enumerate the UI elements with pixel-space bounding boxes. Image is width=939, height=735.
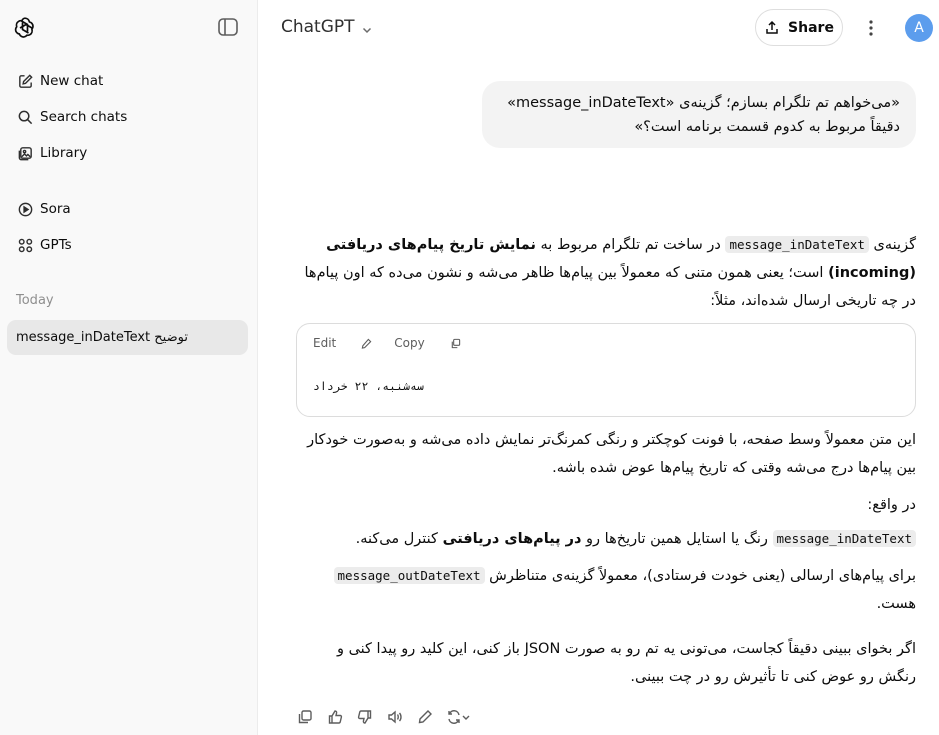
sidebar-item-new-chat[interactable] [8,64,248,98]
new-chat-icon [16,72,34,90]
read-aloud-icon[interactable] [386,708,404,726]
share-label: Share [788,19,834,36]
sidebar-toggle-icon[interactable] [217,17,239,37]
sidebar-item-label: New chat [40,73,104,89]
openai-logo-icon[interactable] [13,15,37,39]
answer-text: رنگ یا استایل همین تاریخ‌ها رو [581,531,773,547]
answer-text: کنترل می‌کنه. [355,531,443,547]
response-actions [296,708,484,726]
code-block-actions [313,336,483,350]
sidebar-chat-item[interactable] [7,320,248,355]
answer-text: هست. [876,596,916,612]
code-block [296,323,916,417]
gpts-icon [16,236,34,254]
sidebar-item-label: Library [40,145,88,161]
chevron-down-icon [361,21,373,33]
answer-text: برای پیام‌های ارسالی (یعنی خودت فرستادی)، معمولاً گزینه‌ی متناظرش [484,568,916,584]
edit-label: Edit [313,336,337,350]
sidebar-item-search-chats[interactable] [8,100,248,134]
inline-code: message_inDateText [773,530,916,547]
sora-icon [16,200,34,218]
share-icon [764,20,780,36]
share-button[interactable] [755,9,843,46]
answer-paragraph-6: اگر بخوای ببینی دقیقاً کجاست، می‌تونی یه تم رو به صورت JSON باز کنی، این کلید رو پیدا کنی و رنگش رو عوض کنی تا تأثیرش رو در چت ببینی. [336,641,916,685]
answer-bold-text: نمایش تاریخ پیام‌های دریافتی (incoming) [326,237,916,281]
inline-code: message_inDateText [725,236,868,253]
model-selector[interactable] [281,17,373,37]
answer-paragraph-5 [296,562,916,618]
edit-code-button[interactable] [313,336,372,350]
thumbs-down-icon[interactable] [356,708,374,726]
sidebar-item-gpts[interactable] [8,228,248,262]
chat-title: message_inDateText توضیح [16,330,188,345]
answer-paragraph-2: این متن معمولاً وسط صفحه، با فونت کوچکتر و رنگی کمرنگ‌تر نمایش داده می‌شه و به‌صورت خودکار بین پیام‌ها درج می‌شه وقتی که تاریخ پیام‌ها عوض شده باشه. [307,432,916,476]
answer-bold-text: در پیام‌های دریافتی [442,531,582,547]
library-icon [16,144,34,162]
inline-code: message_outDateText [334,567,485,584]
copy-code-button[interactable] [394,336,460,350]
answer-paragraph-1 [296,231,916,315]
sidebar-item-sora[interactable] [8,192,248,226]
answer-text: در ساخت تم تلگرام مربوط به [535,237,726,253]
sidebar-item-label: Sora [40,201,71,217]
more-options-icon[interactable] [860,17,882,39]
section-label-today: Today [16,293,54,308]
model-name: ChatGPT [281,17,355,37]
sidebar [0,0,258,735]
search-icon [16,108,34,126]
thumbs-up-icon[interactable] [326,708,344,726]
answer-text: گزینه‌ی [868,237,916,253]
pencil-icon [361,338,372,349]
copy-icon [450,338,461,349]
code-content: سه‌شنبه، ۲۲ خرداد [313,379,424,393]
answer-paragraph-4 [296,525,916,553]
sidebar-item-label: GPTs [40,237,72,253]
user-message-bubble: «می‌خواهم تم تلگرام بسازم؛ گزینه‌ی «message_inDateText» دقیقاً مربوط به کدوم قسمت برنامه است؟» [482,81,916,148]
sidebar-item-label: Search chats [40,109,128,125]
regenerate-icon[interactable] [446,708,472,726]
avatar[interactable]: A [905,14,933,42]
edit-icon[interactable] [416,708,434,726]
sidebar-header [0,0,258,54]
copy-label: Copy [394,336,425,350]
sidebar-item-library[interactable] [8,136,248,170]
answer-text: است؛ یعنی همون متنی که معمولاً بین پیام‌ها ظاهر می‌شه و نشون می‌ده که اون پیام‌ها در چه تاریخی ارسال شده‌اند، مثلاً: [304,265,916,309]
copy-icon[interactable] [296,708,314,726]
answer-paragraph-3: در واقع: [867,497,916,513]
